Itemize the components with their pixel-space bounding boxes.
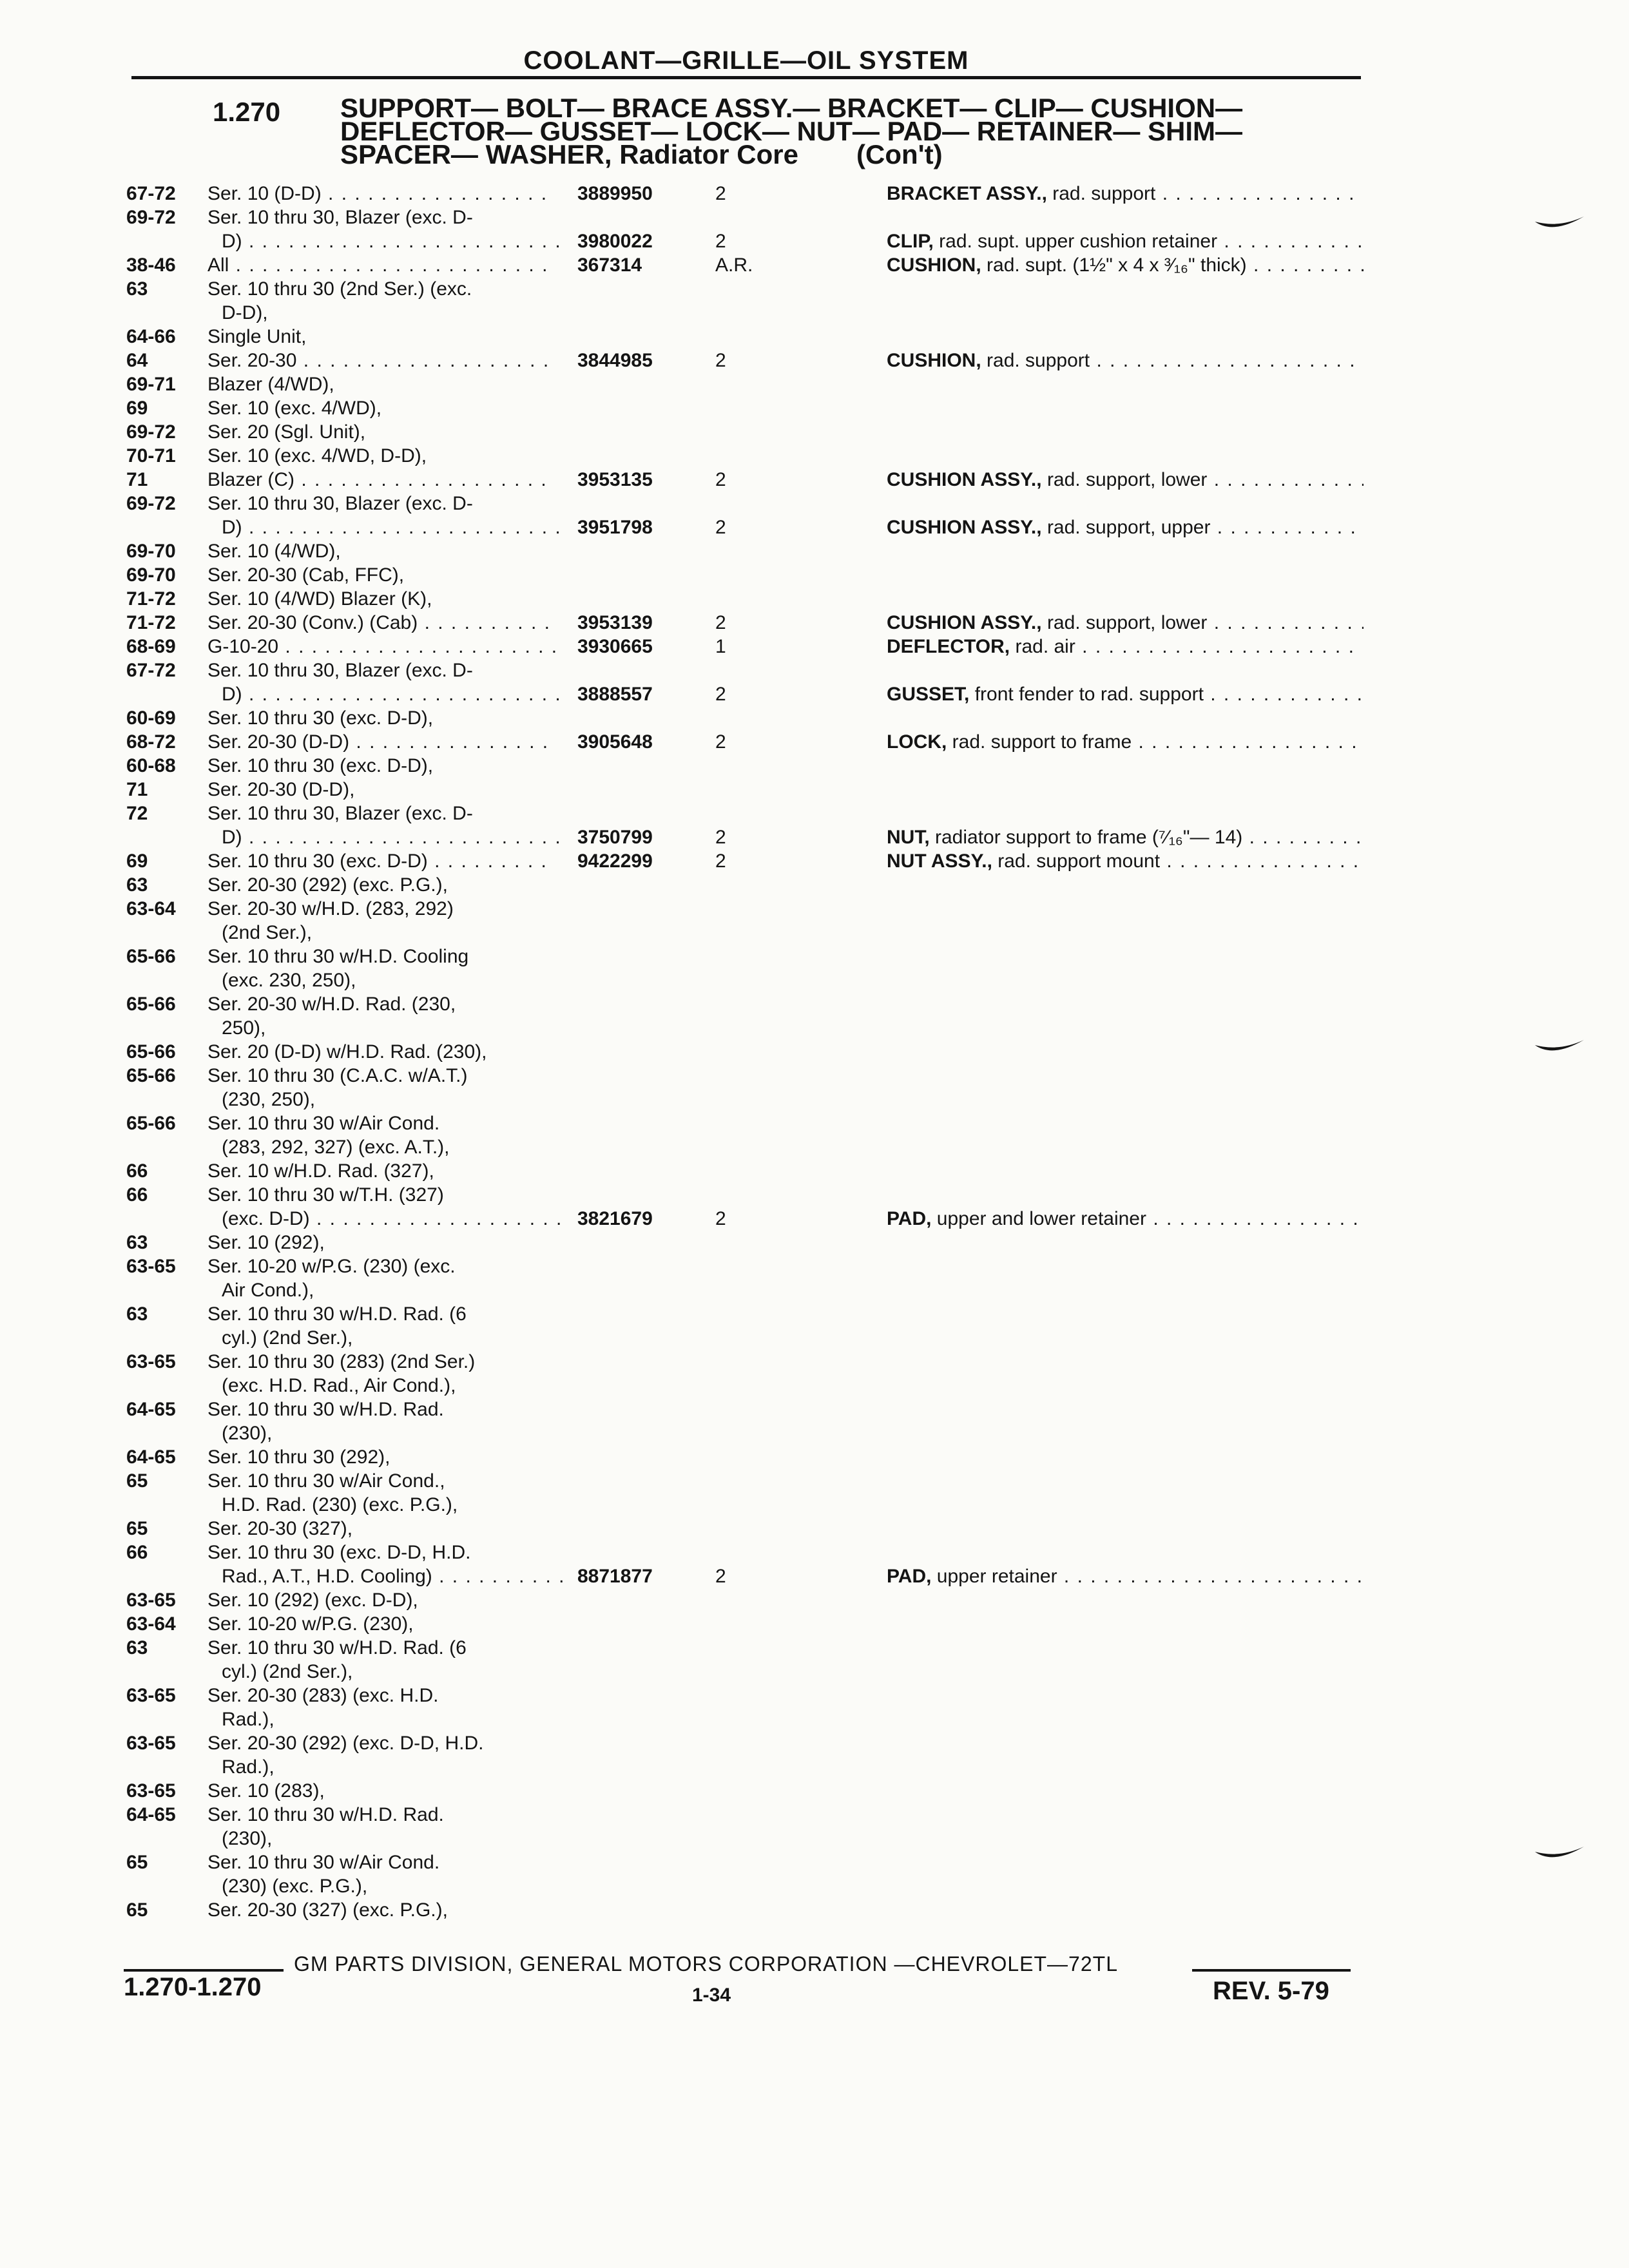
application: Ser. 10 (292), <box>207 1232 325 1253</box>
year-range: 69 <box>126 850 148 872</box>
description-name: DEFLECTOR, <box>887 636 1010 657</box>
quantity: 2 <box>715 827 726 848</box>
quantity: 2 <box>715 350 726 371</box>
application: Ser. 10 (292) (exc. D-D), <box>207 1590 418 1611</box>
part-row <box>0 1088 1629 1111</box>
application: Ser. 10 (4/WD) Blazer (K), <box>207 588 432 610</box>
application: Ser. 10 thru 30, Blazer (exc. D- <box>207 493 473 514</box>
part-row <box>0 206 1629 229</box>
application: Rad.), <box>222 1709 275 1730</box>
part-row <box>0 1374 1629 1398</box>
part-number: 3930665 <box>577 636 653 657</box>
page-number: 1-34 <box>692 1984 731 2006</box>
description <box>887 730 1364 754</box>
quantity: 2 <box>715 731 726 753</box>
description-name: CUSHION ASSY., <box>887 469 1042 490</box>
description-detail: upper and lower retainer <box>931 1208 1146 1229</box>
description-detail: rad. support, upper <box>1041 517 1211 538</box>
part-row <box>0 635 1629 658</box>
part-row <box>0 802 1629 825</box>
part-row <box>0 706 1629 730</box>
part-row <box>0 1874 1629 1898</box>
description-name: NUT, <box>887 827 930 848</box>
part-row <box>0 921 1629 945</box>
description-detail: upper retainer <box>931 1566 1057 1587</box>
header-rule <box>131 76 1361 79</box>
part-row <box>0 1207 1629 1231</box>
year-range: 63 <box>126 874 148 896</box>
application: D-D), <box>222 302 268 323</box>
part-row <box>0 611 1629 635</box>
year-range: 64 <box>126 350 148 371</box>
part-row <box>0 1040 1629 1064</box>
application: Ser. 10 (exc. 4/WD, D-D), <box>207 445 427 466</box>
year-range: 65 <box>126 1518 148 1539</box>
quantity: 2 <box>715 1566 726 1587</box>
part-row <box>0 1231 1629 1254</box>
application: Ser. 20 (Sgl. Unit), <box>207 421 366 443</box>
application: Air Cond.), <box>222 1280 314 1301</box>
quantity: 2 <box>715 850 726 872</box>
year-range: 65-66 <box>126 1041 176 1062</box>
application: Ser. 20-30 (327) (exc. P.G.), <box>207 1899 448 1921</box>
part-row <box>0 1779 1629 1803</box>
part-row <box>0 492 1629 515</box>
application: Ser. 10 thru 30 w/T.H. (327) <box>207 1184 444 1206</box>
application: D) . . . <box>222 515 570 539</box>
application: Ser. 20-30 . . . <box>207 349 555 372</box>
year-range: 63-64 <box>126 1613 176 1635</box>
year-range: 71-72 <box>126 588 176 610</box>
description-name: NUT ASSY., <box>887 850 992 872</box>
year-range: 63-65 <box>126 1256 176 1277</box>
description-name: CLIP, <box>887 231 934 252</box>
application: Ser. 10 thru 30 w/H.D. Rad. (6 <box>207 1637 467 1658</box>
application: Ser. 10 thru 30 w/H.D. Rad. <box>207 1399 444 1420</box>
year-range: 69 <box>126 398 148 419</box>
application: Ser. 10 (283), <box>207 1780 325 1802</box>
description <box>887 825 1364 849</box>
footer-org: GM PARTS DIVISION, GENERAL MOTORS CORPORATION —CHEVROLET—72TL <box>294 1952 1118 1975</box>
application: Ser. 20-30 (Cab, FFC), <box>207 564 405 586</box>
year-range: 72 <box>126 803 148 824</box>
description-detail: rad. support to frame <box>947 731 1132 753</box>
application: Ser. 10 thru 30 (283) (2nd Ser.) <box>207 1351 476 1372</box>
application: 250), <box>222 1017 266 1039</box>
quantity: 2 <box>715 684 726 705</box>
year-range: 70-71 <box>126 445 176 466</box>
binder-hole-mark <box>1534 213 1585 238</box>
part-number: 3905648 <box>577 731 653 753</box>
part-row <box>0 1636 1629 1660</box>
section-title <box>340 93 1371 169</box>
quantity: 2 <box>715 231 726 252</box>
year-range: 63-65 <box>126 1685 176 1706</box>
description-name: CUSHION, <box>887 255 981 276</box>
description-detail: rad. supt. upper cushion retainer <box>933 231 1218 252</box>
application: Ser. 20-30 (292) (exc. P.G.), <box>207 874 448 896</box>
part-number: 367314 <box>577 255 642 276</box>
year-range: 64-66 <box>126 326 176 347</box>
application: Ser. 10 (exc. 4/WD), <box>207 398 382 419</box>
application: Ser. 10 thru 30, Blazer (exc. D- <box>207 803 473 824</box>
part-row <box>0 444 1629 468</box>
quantity: 2 <box>715 183 726 204</box>
part-number: 3951798 <box>577 517 653 538</box>
part-row <box>0 1755 1629 1779</box>
description-name: LOCK, <box>887 731 947 753</box>
description-name: CUSHION ASSY., <box>887 517 1042 538</box>
description-detail: rad. support <box>981 350 1090 371</box>
application: (230, 250), <box>222 1089 316 1110</box>
description-detail: rad. support, lower <box>1041 469 1208 490</box>
description <box>887 682 1364 706</box>
description <box>887 349 1364 372</box>
part-row <box>0 1302 1629 1326</box>
part-row <box>0 229 1629 253</box>
part-row <box>0 682 1629 706</box>
part-number: 9422299 <box>577 850 653 872</box>
quantity: 2 <box>715 469 726 490</box>
part-row <box>0 1612 1629 1636</box>
section-number: 1.270 <box>213 97 281 127</box>
quantity: 1 <box>715 636 726 657</box>
footer-rule <box>124 1969 284 1972</box>
year-range: 67-72 <box>126 183 176 204</box>
application: Ser. 20-30 (292) (exc. D-D, H.D. <box>207 1733 484 1754</box>
year-range: 64-65 <box>126 1446 176 1468</box>
application: Ser. 10 (4/WD), <box>207 541 341 562</box>
application: (230), <box>222 1828 273 1849</box>
application: cyl.) (2nd Ser.), <box>222 1327 353 1349</box>
application: Ser. 10 thru 30 w/H.D. Cooling <box>207 946 469 967</box>
year-range: 65 <box>126 1470 148 1492</box>
description-detail: rad. supt. (1½" x 4 x ³⁄₁₆" thick) <box>981 255 1247 276</box>
part-row <box>0 873 1629 897</box>
part-row <box>0 1827 1629 1850</box>
section-title-line: SUPPORT— BOLT— BRACE ASSY.— BRACKET— CLIP— CUSHION— <box>340 93 1243 123</box>
application: (283, 292, 327) (exc. A.T.), <box>222 1137 450 1158</box>
application: Ser. 20-30 w/H.D. (283, 292) <box>207 898 454 919</box>
part-number: 3888557 <box>577 684 653 705</box>
description <box>887 253 1364 277</box>
year-range: 60-68 <box>126 755 176 776</box>
application: Rad.), <box>222 1756 275 1778</box>
year-range: 64-65 <box>126 1399 176 1420</box>
year-range: 63 <box>126 1232 148 1253</box>
part-row <box>0 420 1629 444</box>
year-range: 63-65 <box>126 1351 176 1372</box>
part-row <box>0 1326 1629 1350</box>
part-row <box>0 1517 1629 1541</box>
description <box>887 611 1364 635</box>
part-row <box>0 182 1629 206</box>
part-row <box>0 658 1629 682</box>
year-range: 65 <box>126 1899 148 1921</box>
application: Ser. 20-30 (327), <box>207 1518 353 1539</box>
section-title-text: SPACER— WASHER, Radiator Core <box>340 139 798 169</box>
description <box>887 229 1364 253</box>
description-name: BRACKET ASSY., <box>887 183 1047 204</box>
part-row <box>0 1421 1629 1445</box>
year-range: 64-65 <box>126 1804 176 1825</box>
year-range: 65-66 <box>126 946 176 967</box>
application: G-10-20 . . . <box>207 635 555 658</box>
application: Ser. 10 thru 30 (exc. D-D), <box>207 707 434 729</box>
year-range: 71 <box>126 469 148 490</box>
year-range: 65-66 <box>126 1065 176 1086</box>
part-row <box>0 1707 1629 1731</box>
application: H.D. Rad. (230) (exc. P.G.), <box>222 1494 458 1515</box>
year-range: 63-65 <box>126 1780 176 1802</box>
footer-rule <box>1192 1969 1351 1972</box>
part-row <box>0 539 1629 563</box>
part-number: 3750799 <box>577 827 653 848</box>
application: Ser. 20-30 (Conv.) (Cab) . . . <box>207 611 555 635</box>
year-range: 38-46 <box>126 255 176 276</box>
part-row <box>0 1660 1629 1684</box>
application: (2nd Ser.), <box>222 922 313 943</box>
application: Ser. 10 thru 30, Blazer (exc. D- <box>207 207 473 228</box>
quantity: 2 <box>715 1208 726 1229</box>
part-row <box>0 1016 1629 1040</box>
part-row <box>0 1278 1629 1302</box>
application: Ser. 10 thru 30 w/H.D. Rad. <box>207 1804 444 1825</box>
application: Ser. 10 thru 30 (exc. D-D) . . . <box>207 849 555 873</box>
part-row <box>0 849 1629 873</box>
year-range: 67-72 <box>126 660 176 681</box>
part-row <box>0 968 1629 992</box>
part-row <box>0 325 1629 349</box>
description <box>887 635 1364 658</box>
description <box>887 468 1364 492</box>
application: Ser. 20-30 w/H.D. Rad. (230, <box>207 994 456 1015</box>
year-range: 69-72 <box>126 493 176 514</box>
part-row <box>0 825 1629 849</box>
year-range: 71-72 <box>126 612 176 633</box>
part-row <box>0 277 1629 301</box>
part-row <box>0 301 1629 325</box>
application: Single Unit, <box>207 326 307 347</box>
year-range: 68-69 <box>126 636 176 657</box>
part-row <box>0 945 1629 968</box>
part-row <box>0 253 1629 277</box>
description <box>887 182 1364 206</box>
part-row <box>0 1541 1629 1564</box>
continued-label: (Con't) <box>856 139 943 169</box>
year-range: 69-71 <box>126 374 176 395</box>
part-row <box>0 349 1629 372</box>
quantity: 2 <box>715 612 726 633</box>
year-range: 63-65 <box>126 1590 176 1611</box>
application: Ser. 20-30 (283) (exc. H.D. <box>207 1685 439 1706</box>
part-row <box>0 778 1629 802</box>
year-range: 65 <box>126 1852 148 1873</box>
application: cyl.) (2nd Ser.), <box>222 1661 353 1682</box>
part-number: 8871877 <box>577 1566 653 1587</box>
description <box>887 1207 1364 1231</box>
year-range: 63 <box>126 278 148 300</box>
page-header: COOLANT—GRILLE—OIL SYSTEM <box>523 46 969 75</box>
description-name: PAD, <box>887 1566 932 1587</box>
part-row <box>0 1588 1629 1612</box>
year-range: 63-65 <box>126 1733 176 1754</box>
application: (exc. D-D) . . . <box>222 1207 570 1231</box>
year-range: 68-72 <box>126 731 176 753</box>
parts-list <box>0 182 1629 1922</box>
part-row <box>0 1445 1629 1469</box>
part-row <box>0 1350 1629 1374</box>
part-row <box>0 515 1629 539</box>
year-range: 69-70 <box>126 541 176 562</box>
application: Blazer (C) . . . <box>207 468 555 492</box>
part-row <box>0 1850 1629 1874</box>
part-row <box>0 1159 1629 1183</box>
year-range: 66 <box>126 1184 148 1206</box>
part-number: 3953139 <box>577 612 653 633</box>
binder-hole-mark <box>1534 1843 1585 1869</box>
year-range: 63-64 <box>126 898 176 919</box>
application: Ser. 10 thru 30 (C.A.C. w/A.T.) <box>207 1065 468 1086</box>
description <box>887 849 1364 873</box>
year-range: 60-69 <box>126 707 176 729</box>
year-range: 69-72 <box>126 421 176 443</box>
part-row <box>0 396 1629 420</box>
application: Ser. 10 w/H.D. Rad. (327), <box>207 1160 434 1182</box>
application: Ser. 10 (D-D) . . . <box>207 182 555 206</box>
description-detail: radiator support to frame (⁷⁄₁₆"— 14) <box>929 827 1243 848</box>
description-name: CUSHION, <box>887 350 981 371</box>
part-number: 3889950 <box>577 183 653 204</box>
part-row <box>0 1135 1629 1159</box>
application: Ser. 10 thru 30, Blazer (exc. D- <box>207 660 473 681</box>
application: Ser. 10 thru 30 w/Air Cond. <box>207 1852 440 1873</box>
part-row <box>0 1493 1629 1517</box>
part-row <box>0 1254 1629 1278</box>
application: Ser. 10 thru 30 w/Air Cond. <box>207 1113 440 1134</box>
part-number: 3821679 <box>577 1208 653 1229</box>
part-number: 3844985 <box>577 350 653 371</box>
description-detail: rad. support mount <box>992 850 1161 872</box>
application: Ser. 10 thru 30 (exc. D-D, H.D. <box>207 1542 471 1563</box>
year-range: 69-70 <box>126 564 176 586</box>
year-range: 63 <box>126 1637 148 1658</box>
application: Ser. 10-20 w/P.G. (230), <box>207 1613 414 1635</box>
year-range: 66 <box>126 1160 148 1182</box>
part-row <box>0 897 1629 921</box>
description-name: PAD, <box>887 1208 932 1229</box>
application: (exc. H.D. Rad., Air Cond.), <box>222 1375 456 1396</box>
application: Ser. 10 thru 30 (2nd Ser.) (exc. <box>207 278 472 300</box>
part-row <box>0 1111 1629 1135</box>
section-range: 1.270-1.270 <box>124 1973 262 2001</box>
part-row <box>0 992 1629 1016</box>
year-range: 63 <box>126 1303 148 1325</box>
description-name: CUSHION ASSY., <box>887 612 1042 633</box>
application: Ser. 20-30 (D-D) . . . <box>207 730 555 754</box>
description <box>887 1564 1364 1588</box>
application: (230), <box>222 1423 273 1444</box>
part-row <box>0 1183 1629 1207</box>
quantity: A.R. <box>715 255 753 276</box>
part-row <box>0 563 1629 587</box>
application: Ser. 10-20 w/P.G. (230) (exc. <box>207 1256 456 1277</box>
application: Ser. 20-30 (D-D), <box>207 779 355 800</box>
part-row <box>0 1398 1629 1421</box>
application: Ser. 10 thru 30 (exc. D-D), <box>207 755 434 776</box>
year-range: 69-72 <box>126 207 176 228</box>
section-title-line: DEFLECTOR— GUSSET— LOCK— NUT— PAD— RETAINER— SHIM— <box>340 116 1243 146</box>
year-range: 65-66 <box>126 994 176 1015</box>
application: (230) (exc. P.G.), <box>222 1876 368 1897</box>
year-range: 65-66 <box>126 1113 176 1134</box>
part-row <box>0 730 1629 754</box>
description-detail: front fender to rad. support <box>969 684 1204 705</box>
description-detail: rad. air <box>1010 636 1075 657</box>
part-row <box>0 1898 1629 1922</box>
part-row <box>0 1803 1629 1827</box>
year-range: 71 <box>126 779 148 800</box>
application: Blazer (4/WD), <box>207 374 334 395</box>
application: Ser. 10 thru 30 (292), <box>207 1446 390 1468</box>
section-title-line <box>340 139 1371 169</box>
application: Ser. 10 thru 30 w/Air Cond., <box>207 1470 445 1492</box>
part-row <box>0 587 1629 611</box>
part-row <box>0 1731 1629 1755</box>
revision-label: REV. 5-79 <box>1213 1977 1329 2005</box>
part-row <box>0 1564 1629 1588</box>
application: (exc. 230, 250), <box>222 970 356 991</box>
description <box>887 515 1364 539</box>
part-number: 3953135 <box>577 469 653 490</box>
application: All . . . <box>207 253 555 277</box>
description-detail: rad. support <box>1046 183 1156 204</box>
part-number: 3980022 <box>577 231 653 252</box>
part-row <box>0 1469 1629 1493</box>
description-detail: rad. support, lower <box>1041 612 1208 633</box>
binder-hole-mark <box>1534 1036 1585 1062</box>
application: D) . . . <box>222 229 570 253</box>
part-row <box>0 372 1629 396</box>
description-name: GUSSET, <box>887 684 970 705</box>
application: Ser. 10 thru 30 w/H.D. Rad. (6 <box>207 1303 467 1325</box>
quantity: 2 <box>715 517 726 538</box>
application: Ser. 20 (D-D) w/H.D. Rad. (230), <box>207 1041 487 1062</box>
application: D) . . . <box>222 682 570 706</box>
part-row <box>0 468 1629 492</box>
part-row <box>0 1064 1629 1088</box>
part-row <box>0 1684 1629 1707</box>
part-row <box>0 754 1629 778</box>
application: Rad., A.T., H.D. Cooling) . . . <box>222 1564 570 1588</box>
application: D) . . . <box>222 825 570 849</box>
year-range: 66 <box>126 1542 148 1563</box>
